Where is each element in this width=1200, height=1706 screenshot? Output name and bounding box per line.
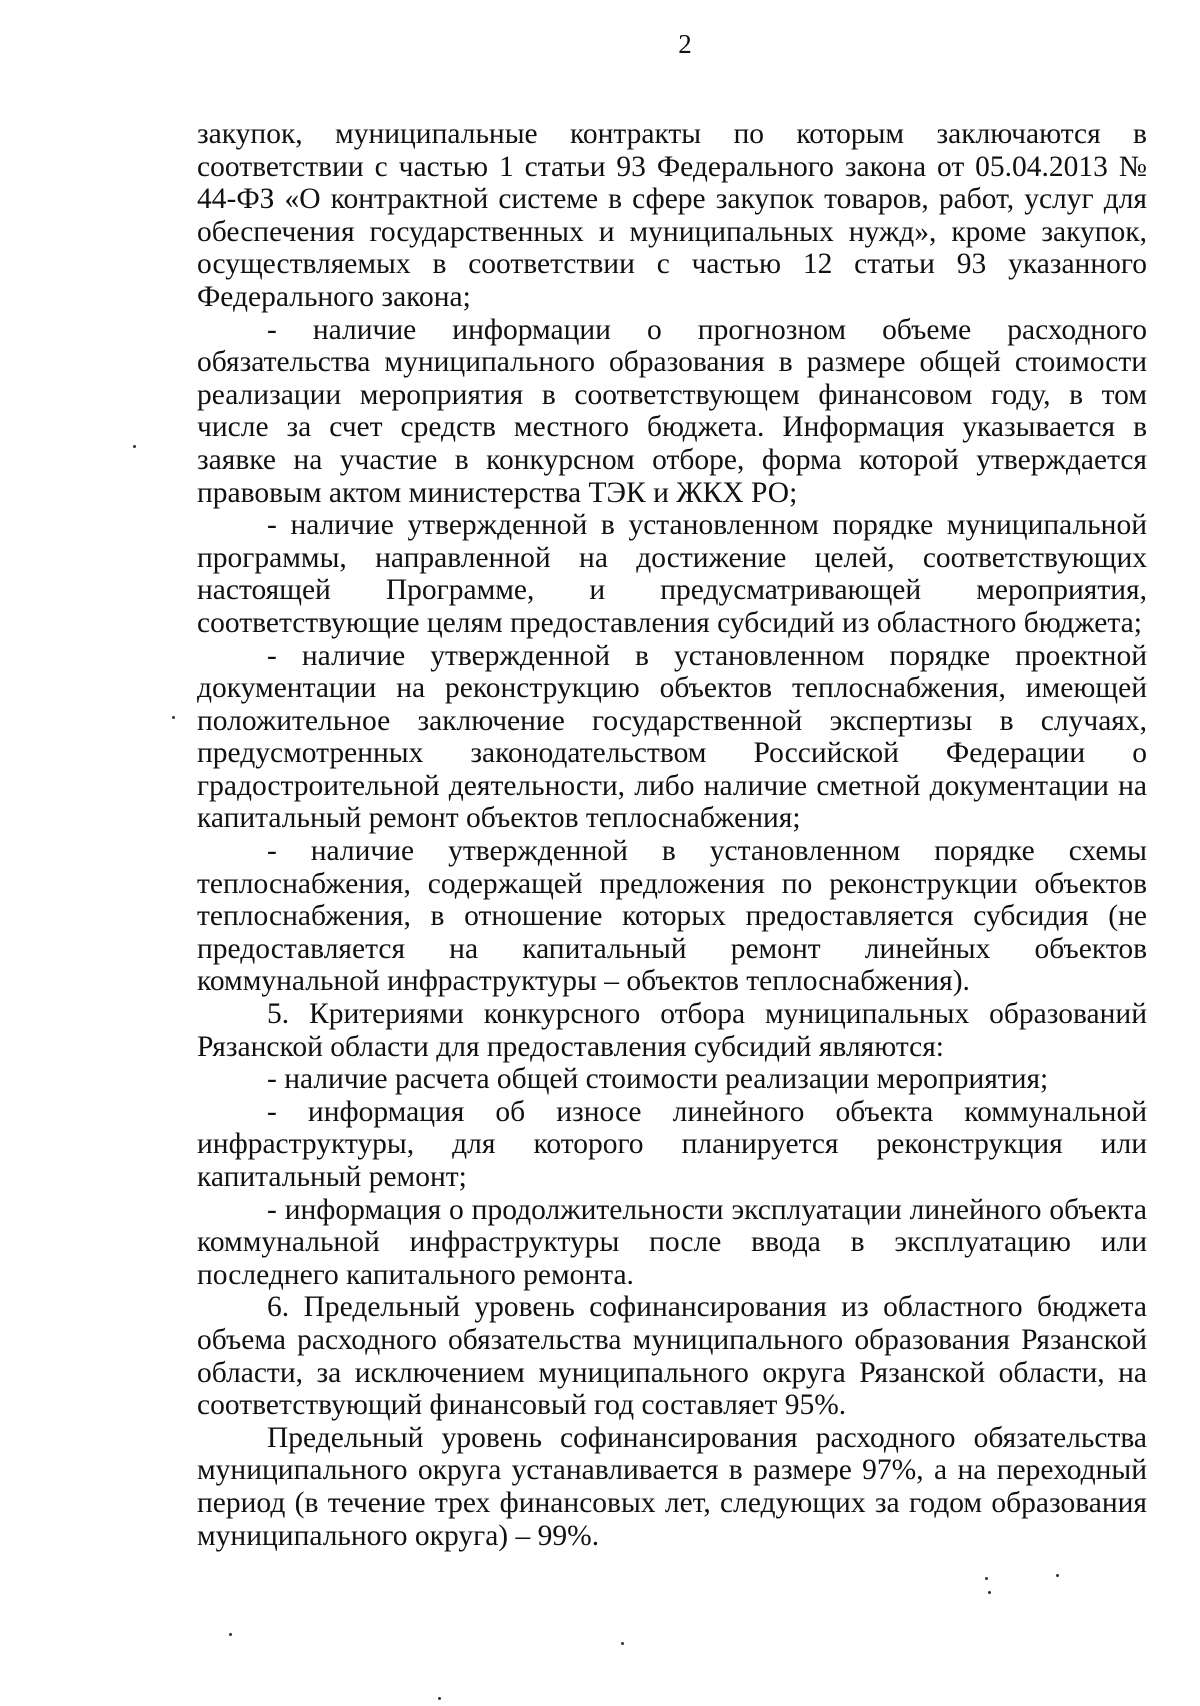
paragraph-project-documentation: - наличие утвержденной в установленном порядке проектной документации на реконструкцию объектов теплоснабжения, имеющей положительное заключение государственной экспертизы в случаях, предусмотренных законодательством Российской Федерации о градостроительной деятельности, либо наличие сметной документации на капитальный ремонт объектов теплоснабжения; bbox=[197, 639, 1147, 835]
paragraph-criterion-wear: - информация об износе линейного объекта коммунальной инфраструктуры, для которого планируется реконструкция или капитальный ремонт; bbox=[197, 1095, 1147, 1193]
scan-speck bbox=[133, 445, 136, 448]
scan-speck bbox=[621, 1642, 624, 1645]
scan-speck bbox=[172, 716, 175, 719]
page-number: 2 bbox=[678, 29, 692, 59]
scan-speck bbox=[438, 1697, 441, 1700]
paragraph-intro: закупок, муниципальные контракты по которым заключаются в соответствии с частью 1 статьи 93 Федерального закона от 05.04.2013 № 44-ФЗ «О контрактной системе в сфере закупок товаров, работ, услуг для обеспечения государственных и муниципальных нужд», кроме закупок, осуществляемых в соответствии с частью 12 статьи 93 указанного Федерального закона; bbox=[197, 118, 1147, 313]
paragraph-criterion-duration: - информация о продолжительности эксплуатации линейного объекта коммунальной инфраструктуры после ввода в эксплуатацию или последнего капитального ремонта. bbox=[197, 1193, 1147, 1291]
document-body bbox=[197, 118, 1147, 1552]
paragraph-forecast-info: - наличие информации о прогнозном объеме расходного обязательства муниципального образования в размере общей стоимости реализации мероприятия в соответствующем финансовом году, в том числе за счет средств местного бюджета. Информация указывается в заявке на участие в конкурсном отборе, форма которой утверждается правовым актом министерства ТЭК и ЖКХ РО; bbox=[197, 313, 1147, 509]
scan-speck bbox=[229, 1633, 232, 1636]
paragraph-criterion-cost: - наличие расчета общей стоимости реализации мероприятия; bbox=[267, 1063, 1049, 1096]
scan-speck bbox=[1056, 1574, 1059, 1577]
scan-speck bbox=[985, 1577, 988, 1580]
paragraph-item-5: 5. Критериями конкурсного отбора муниципальных образований Рязанской области для предоставления субсидий являются: bbox=[197, 998, 1147, 1063]
scan-speck bbox=[988, 1591, 991, 1594]
paragraph-municipal-program: - наличие утвержденной в установленном порядке муниципальной программы, направленной на достижение целей, соответствующих настоящей Программе, и предусматривающей мероприятия, соответствующие целям предоставления субсидий из областного бюджета; bbox=[197, 509, 1147, 639]
paragraph-heat-supply-scheme: - наличие утвержденной в установленном порядке схемы теплоснабжения, содержащей предложения по реконструкции объектов теплоснабжения, в отношение которых предоставляется субсидия (не предоставляется на капитальный ремонт линейных объектов коммунальной инфраструктуры – объектов теплоснабжения). bbox=[197, 835, 1147, 998]
paragraph-municipal-district: Предельный уровень софинансирования расходного обязательства муниципального округа устанавливается в размере 97%, а на переходный период (в течение трех финансовых лет, следующих за годом образования муниципального округа) – 99%. bbox=[197, 1421, 1147, 1552]
paragraph-item-6: 6. Предельный уровень софинансирования из областного бюджета объема расходного обязательства муниципального образования Рязанской области, за исключением муниципального округа Рязанской области, на соответствующий финансовый год составляет 95%. bbox=[197, 1291, 1147, 1422]
